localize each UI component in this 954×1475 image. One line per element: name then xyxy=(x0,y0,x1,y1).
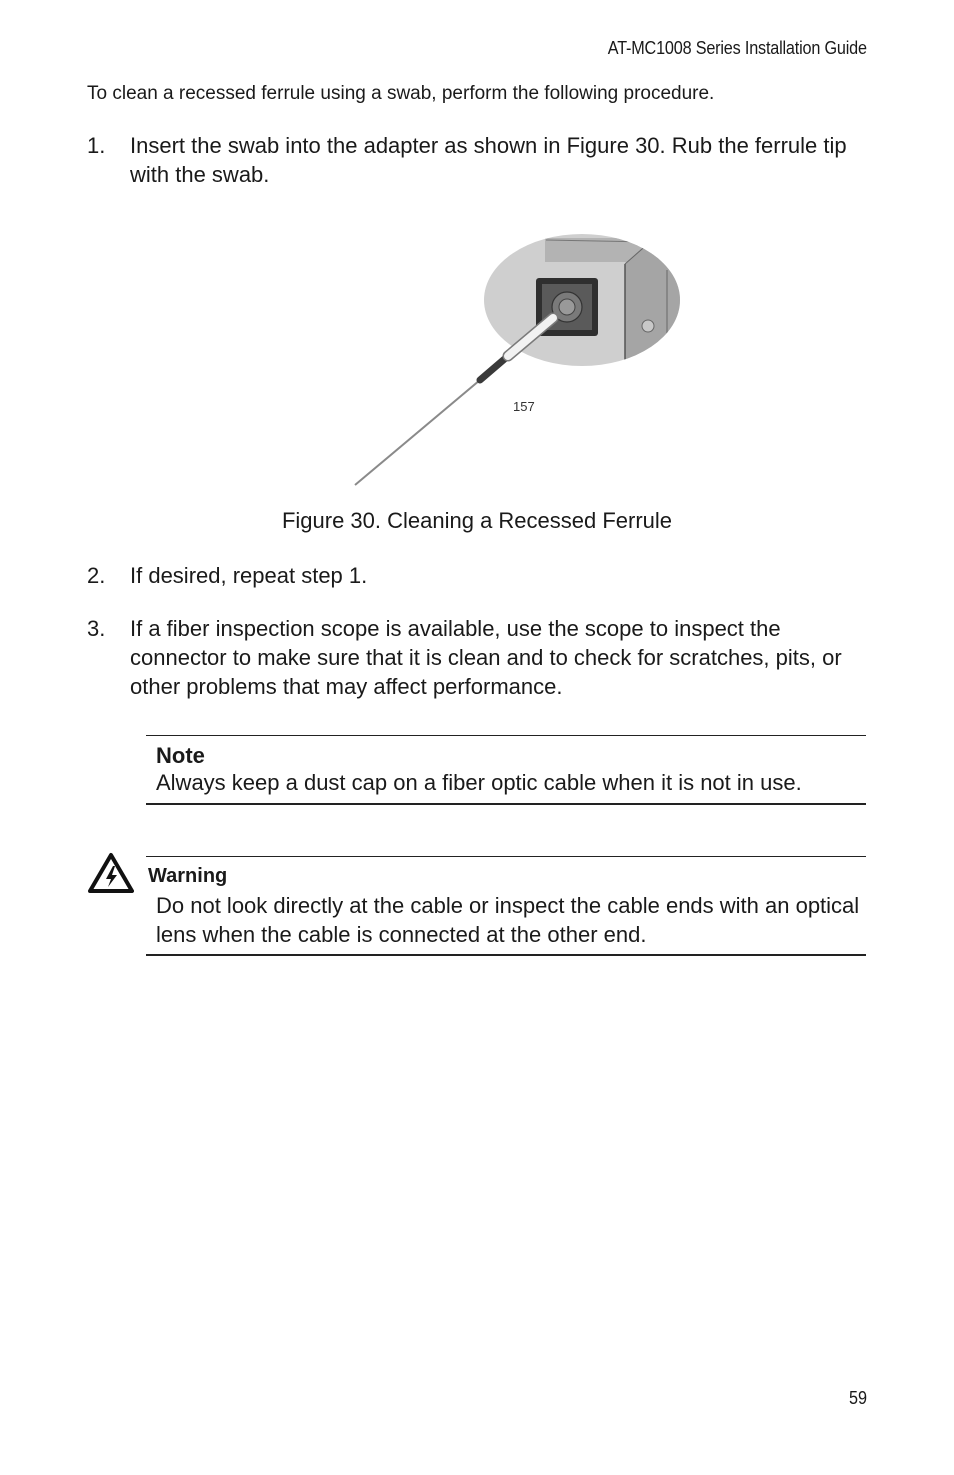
warning-text: Do not look directly at the cable or inspect the cable ends with an optical lens when the cable is connected at the other end. xyxy=(156,893,860,947)
note-text: Always keep a dust cap on a fiber optic cable when it is not in use. xyxy=(156,770,802,795)
figure-cleaning-recessed-ferrule xyxy=(350,230,690,490)
step-text: If a fiber inspection scope is available, use the scope to inspect the connector to make sure that it is clean and to check for scratches, pits, or other problems that may affect performance. xyxy=(130,616,842,699)
step-text: If desired, repeat step 1. xyxy=(130,563,368,588)
swab-shaft xyxy=(355,380,480,485)
warning-title: Warning xyxy=(148,865,228,887)
electrical-warning-icon xyxy=(88,852,134,894)
note-box xyxy=(146,735,866,805)
intro-paragraph: To clean a recessed ferrule using a swab, perform the following procedure. xyxy=(87,83,715,104)
step-text: Insert the swab into the adapter as shown in Figure 30. Rub the ferrule tip with the swab. xyxy=(130,133,847,187)
step-2 xyxy=(87,561,877,590)
ferrule-illustration xyxy=(350,230,690,490)
step-1 xyxy=(87,131,877,189)
figure-caption: Figure 30. Cleaning a Recessed Ferrule xyxy=(281,508,673,533)
figure-number-label: 157 xyxy=(513,399,535,414)
swab-grip xyxy=(480,356,508,380)
step-number: 2. xyxy=(87,563,106,588)
warning-box xyxy=(146,856,866,956)
note-title: Note xyxy=(156,743,205,768)
page-number: 59 xyxy=(848,1388,867,1408)
step-number: 1. xyxy=(87,133,106,158)
step-number: 3. xyxy=(87,616,106,641)
running-header: AT-MC1008 Series Installation Guide xyxy=(607,38,867,58)
step-3 xyxy=(87,614,877,701)
